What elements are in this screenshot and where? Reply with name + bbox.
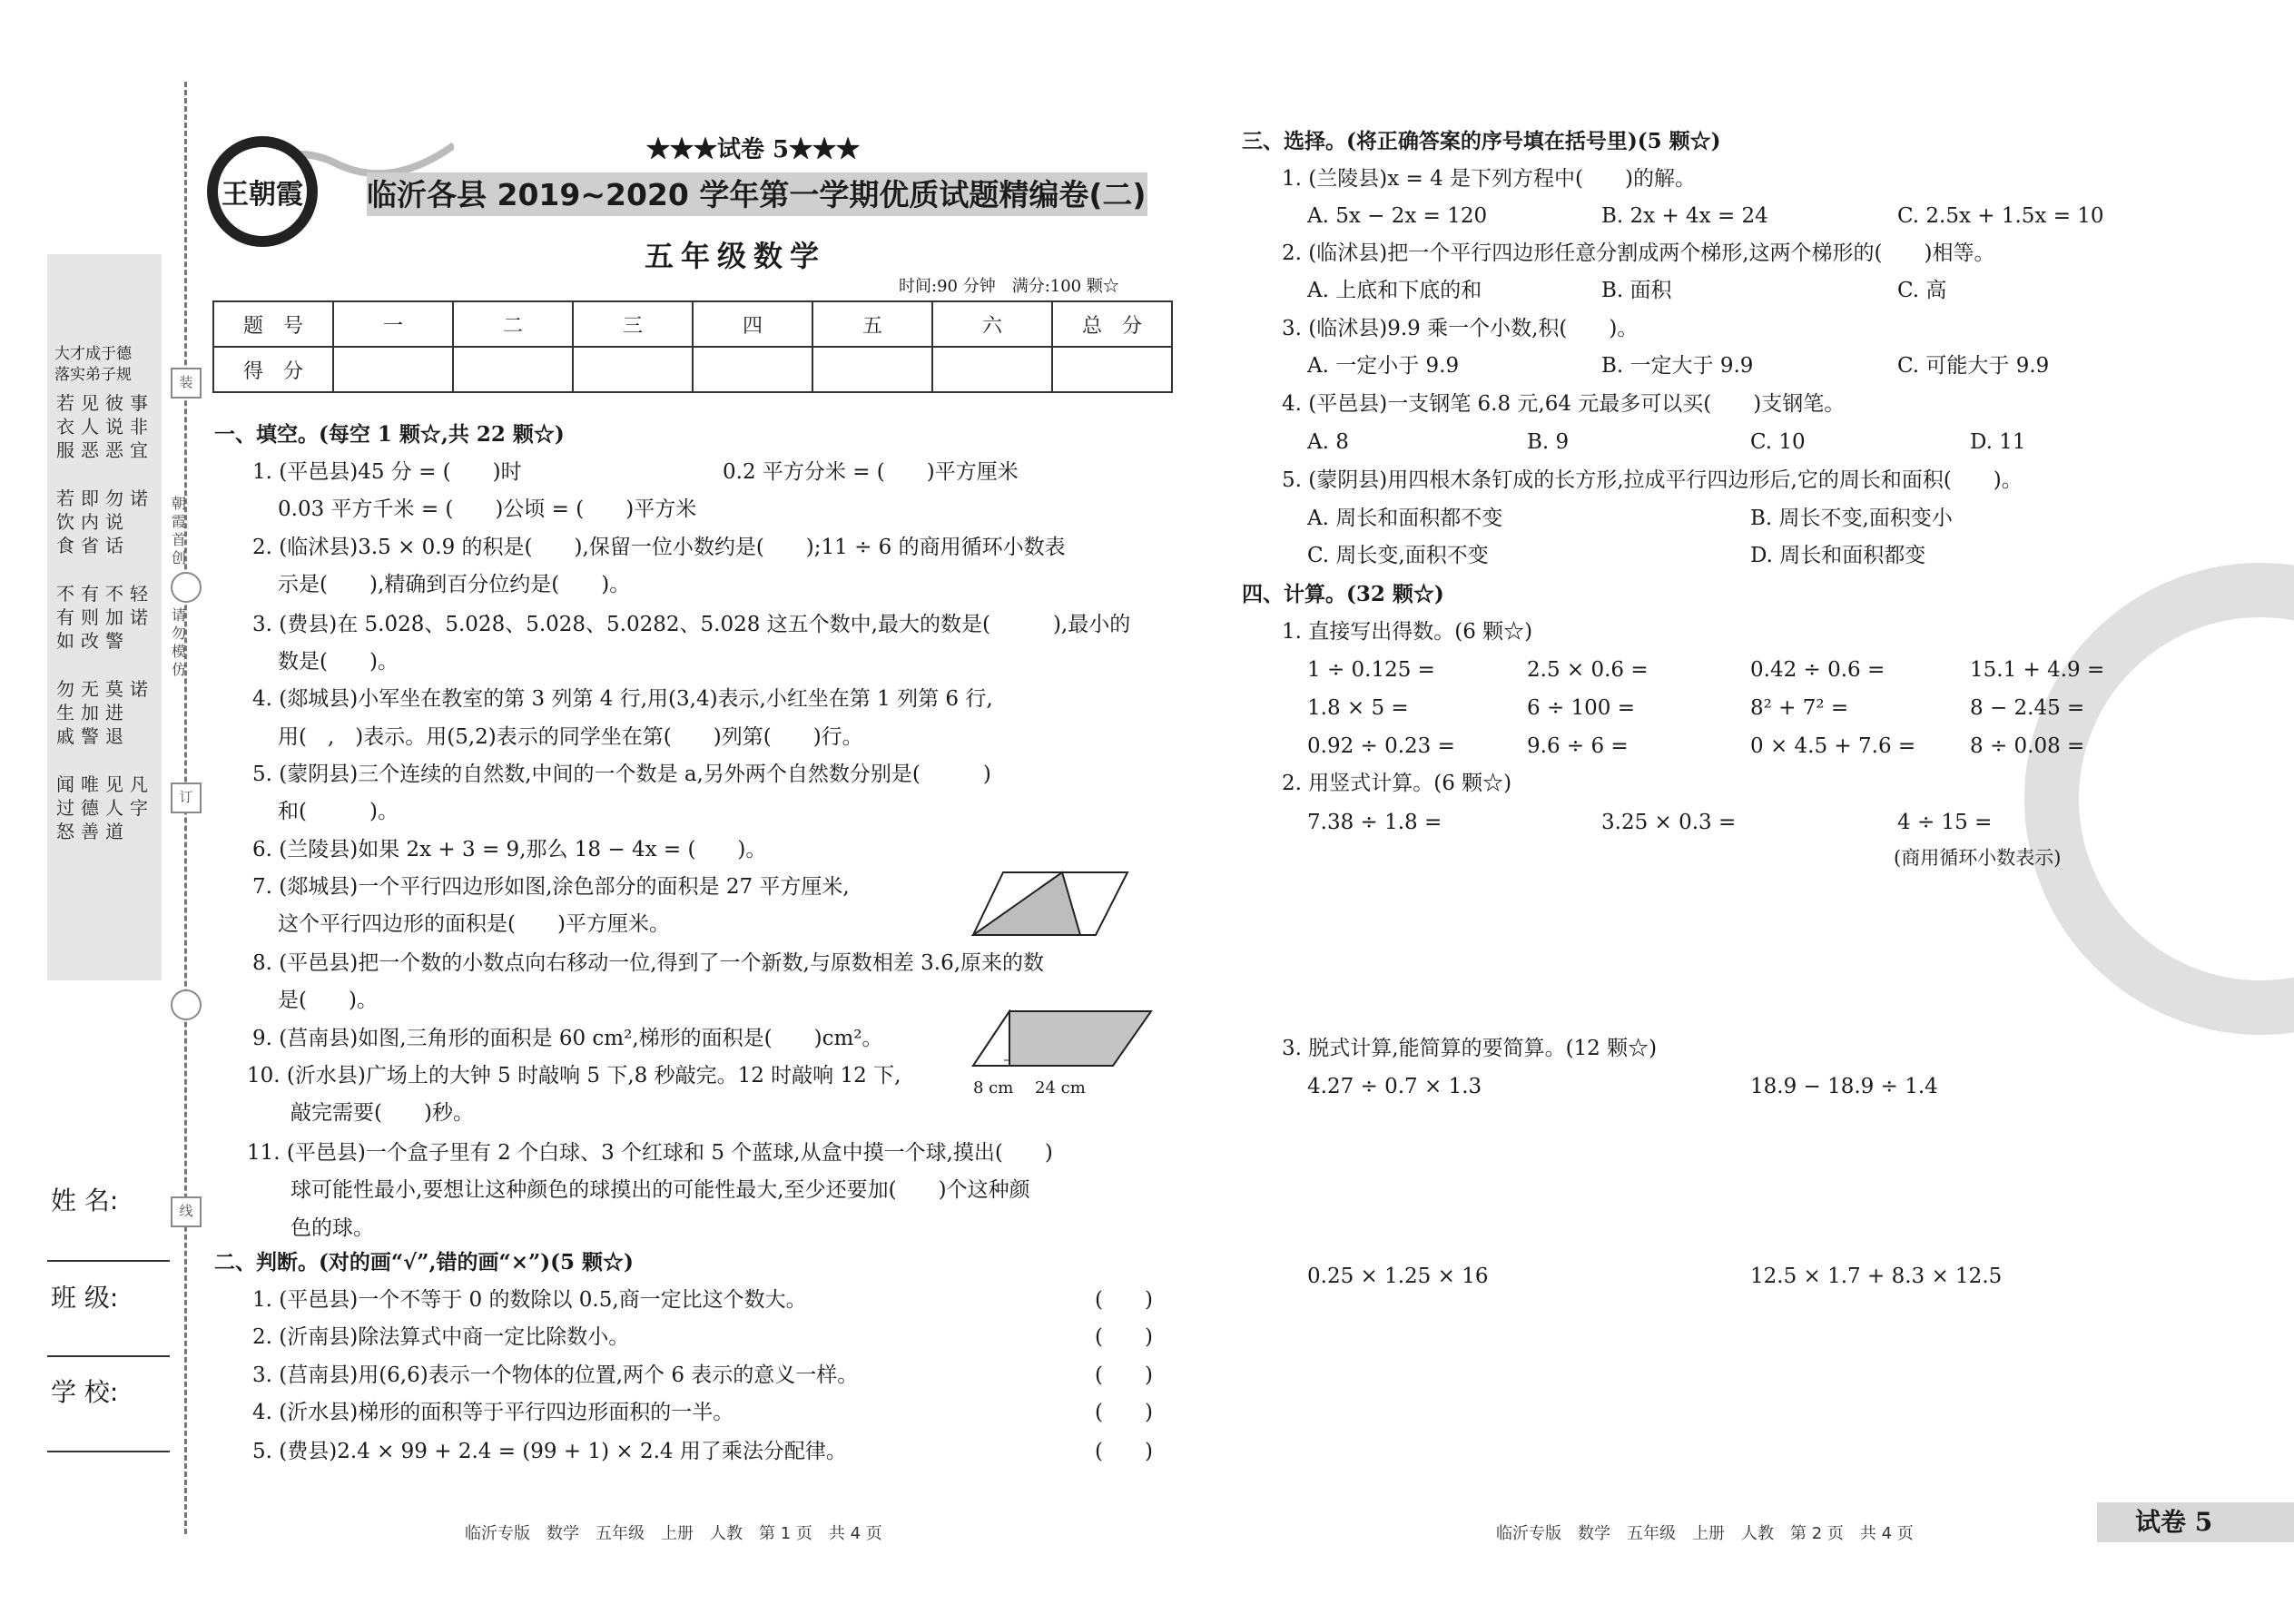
s1-line: 7. (郯城县)一个平行四边形如图,涂色部分的面积是 27 平方厘米,: [252, 875, 850, 899]
sidebar-verse-char: 改: [81, 630, 99, 652]
judge-item: 1. (平邑县)一个不等于 0 的数除以 0.5,商一定比这个数大。: [252, 1288, 807, 1312]
sidebar-verse-char: 凡: [130, 773, 148, 795]
sidebar-verse-char: 食: [56, 535, 74, 556]
choice-option: B. 2x + 4x = 24: [1601, 204, 1768, 228]
fig9-label: 8 cm: [973, 1078, 1014, 1097]
calc-item: 18.9 − 18.9 ÷ 1.4: [1750, 1075, 1938, 1098]
calc-item: 12.5 × 1.7 + 8.3 × 12.5: [1750, 1265, 2003, 1288]
sidebar-verse-char: 勿: [56, 678, 74, 700]
s1-line: 球可能性最小,要想让这种颜色的球摸出的可能性最大,至少还要加( )个这种颜: [290, 1178, 1030, 1202]
s1-line: 10. (沂水县)广场上的大钟 5 时敲响 5 下,8 秒敲完。12 时敲响 12 下,: [247, 1064, 901, 1088]
sidebar-verse-char: 生: [56, 702, 74, 723]
answer-blank[interactable]: ( ): [1095, 1440, 1153, 1463]
choice-option: C. 10: [1750, 430, 1806, 454]
choice-question: 2. (临沭县)把一个平行四边形任意分割成两个梯形,这两个梯形的( )相等。: [1282, 241, 1995, 265]
s1-line: 8. (平邑县)把一个数的小数点向右移动一位,得到了一个新数,与原数相差 3.6,原来的数: [252, 951, 1045, 975]
calc-subheading: 2. 用竖式计算。(6 颗☆): [1282, 772, 1512, 795]
sidebar-verse-char: 恶: [105, 439, 123, 461]
subject-title: 五年级数学: [645, 239, 827, 273]
fig9-label: 24 cm: [1035, 1078, 1086, 1097]
answer-blank[interactable]: ( ): [1095, 1325, 1153, 1349]
name-label: 姓 名:: [51, 1186, 119, 1216]
footer-right: 临沂专版 数学 五年级 上册 人教 第 2 页 共 4 页: [1496, 1524, 1914, 1543]
calc-item: 8 ÷ 0.08 =: [1970, 734, 2085, 758]
sidebar-verse-char: 宜: [130, 439, 148, 461]
cut-mark: [171, 989, 202, 1020]
calc-item: 2.5 × 0.6 =: [1527, 658, 1649, 682]
judge-item: 3. (莒南县)用(6,6)表示一个物体的位置,两个 6 表示的意义一样。: [252, 1363, 859, 1387]
choice-option: D. 11: [1970, 430, 2026, 454]
section4-heading: 四、计算。(32 颗☆): [1242, 582, 1444, 606]
sidebar-verse-char: 德: [81, 797, 99, 819]
score-cell: 一: [333, 301, 453, 347]
calc-item: 1 ÷ 0.125 =: [1307, 658, 1435, 682]
judge-item: 4. (沂水县)梯形的面积等于平行四边形面积的一半。: [252, 1401, 734, 1424]
sidebar-verse-char: 见: [105, 773, 123, 795]
sidebar-verse-char: 唯: [81, 773, 99, 795]
sidebar-verse-char: 如: [56, 630, 74, 652]
sidebar-verse-char: 说: [105, 511, 123, 533]
class-label: 班 级:: [51, 1283, 119, 1313]
choice-option: B. 周长不变,面积变小: [1750, 507, 1953, 530]
sidebar-verse-char: 退: [105, 725, 123, 747]
choice-option: A. 一定小于 9.9: [1307, 354, 1460, 378]
s1-line: 3. (费县)在 5.0̇28̇、5.02̇8̇、5.0̇28、5.0282、5.028 这五个数中,最大的数是( ),最小的: [252, 613, 1131, 636]
score-cell[interactable]: [333, 347, 453, 392]
score-cell[interactable]: [573, 347, 693, 392]
score-cell[interactable]: [932, 347, 1052, 392]
score-cell: 四: [693, 301, 812, 347]
choice-question: 1. (兰陵县)x = 4 是下列方程中( )的解。: [1282, 167, 1696, 191]
sidebar-verse-char: 字: [130, 797, 148, 819]
s1-line: 和( )。: [278, 800, 399, 823]
parallelogram-figure: [971, 870, 1130, 941]
choice-option: C. 周长变,面积不变: [1307, 544, 1489, 567]
sidebar-verse-grid: [54, 392, 156, 973]
score-cell: 二: [453, 301, 573, 347]
publisher-logo: [207, 136, 318, 247]
cut-mark: 线: [171, 1196, 202, 1227]
sidebar-verse-char: 饮: [56, 511, 74, 533]
sidebar-verse-char: 戚: [56, 725, 74, 747]
s1-line: 0.03 平方千米 = ( )公顷 = ( )平方米: [278, 497, 697, 521]
calc-item: 0 × 4.5 + 7.6 =: [1750, 734, 1916, 758]
score-cell[interactable]: [693, 347, 812, 392]
score-cell: 六: [932, 301, 1052, 347]
calc-note: (商用循环小数表示): [1894, 847, 2062, 869]
sidebar-verse-char: 若: [56, 487, 74, 509]
sidebar-verse-char: 话: [105, 535, 123, 556]
s1-line: 示是( ),精确到百分位约是( )。: [278, 573, 631, 596]
choice-option: C. 高: [1897, 279, 1947, 302]
sidebar-verse-char: 闻: [56, 773, 74, 795]
footer-left: 临沂专版 数学 五年级 上册 人教 第 1 页 共 4 页: [465, 1524, 882, 1543]
sidebar-verse-char: 进: [105, 702, 123, 723]
sidebar-verse-char: 即: [81, 487, 99, 509]
sidebar-verse-char: 非: [130, 416, 148, 438]
s1-line: 数是( )。: [278, 650, 399, 674]
score-cell: 三: [573, 301, 693, 347]
choice-option: D. 周长和面积都变: [1750, 544, 1926, 567]
score-cell[interactable]: [453, 347, 573, 392]
logo-text: 王朝霞: [218, 147, 307, 236]
sidebar-verse-char: 彼: [105, 392, 123, 414]
answer-blank[interactable]: ( ): [1095, 1363, 1153, 1387]
sidebar-verse-char: 事: [130, 392, 148, 414]
calc-item: 0.25 × 1.25 × 16: [1307, 1265, 1489, 1288]
s1-line: 9. (莒南县)如图,三角形的面积是 60 cm²,梯形的面积是( )cm²。: [252, 1027, 883, 1050]
sidebar-verse-char: 加: [105, 606, 123, 628]
choice-question: 5. (蒙阴县)用四根木条钉成的长方形,拉成平行四边形后,它的周长和面积( )。: [1282, 468, 2023, 492]
sidebar-verse-char: 见: [81, 392, 99, 414]
calc-item: 1.8 × 5 =: [1307, 696, 1409, 720]
sidebar-verse-char: 说: [105, 416, 123, 438]
s1-line: 5. (蒙阴县)三个连续的自然数,中间的一个数是 a,另外两个自然数分别是( ): [252, 763, 991, 786]
sidebar-verse-char: 诺: [130, 678, 148, 700]
school-field[interactable]: [47, 1451, 170, 1452]
sidebar-verse-char: 内: [81, 511, 99, 533]
calc-subheading: 3. 脱式计算,能简算的要简算。(12 颗☆): [1282, 1037, 1658, 1060]
s1-line: 用( , )表示。用(5,2)表示的同学坐在第( )列第( )行。: [278, 725, 863, 749]
calc-item: 15.1 + 4.9 =: [1970, 658, 2105, 682]
footer-tag: 试卷 5: [2135, 1507, 2213, 1537]
name-field[interactable]: [47, 1260, 170, 1262]
choice-option: B. 9: [1527, 430, 1570, 454]
choice-option: A. 8: [1307, 430, 1349, 454]
score-cell: 得 分: [213, 347, 333, 392]
sidebar-strip: [47, 254, 162, 980]
sidebar-verse-char: 莫: [105, 678, 123, 700]
exam-meta: 时间:90 分钟 满分:100 颗☆: [899, 277, 1119, 296]
choice-option: B. 面积: [1601, 279, 1672, 302]
s1-line: 是( )。: [278, 989, 378, 1012]
sidebar-verse-char: 轻: [130, 583, 148, 605]
trapezoid-figure: [971, 1009, 1153, 1077]
sidebar-verse-char: 省: [81, 535, 99, 556]
choice-option: B. 一定大于 9.9: [1601, 354, 1754, 378]
choice-question: 3. (临沭县)9.9 乘一个小数,积( )。: [1282, 317, 1639, 340]
calc-item: 9.6 ÷ 6 =: [1527, 734, 1629, 758]
answer-blank[interactable]: ( ): [1095, 1288, 1153, 1312]
s1-line: 11. (平邑县)一个盒子里有 2 个白球、3 个红球和 5 个蓝球,从盒中摸一个球,摸出( ): [247, 1141, 1053, 1165]
calc-item: 8² + 7² =: [1750, 696, 1849, 720]
sidebar-verse-char: 人: [81, 416, 99, 438]
sidebar-motto-top: 大才成于德: [54, 345, 132, 363]
sidebar-verse-char: 警: [81, 725, 99, 747]
sidebar-verse-char: 警: [105, 630, 123, 652]
sidebar-verse-char: 善: [81, 821, 99, 842]
judge-item: 5. (费县)2.4 × 99 + 2.4 = (99 + 1) × 2.4 用了乘法分配律。: [252, 1440, 847, 1463]
score-cell: 总 分: [1052, 301, 1172, 347]
s1-line: 敲完需要( )秒。: [290, 1101, 474, 1125]
choice-option: A. 周长和面积都不变: [1307, 507, 1503, 530]
sidebar-verse-char: 衣: [56, 416, 74, 438]
section1-heading: 一、填空。(每空 1 颗☆,共 22 颗☆): [214, 422, 565, 447]
score-cell[interactable]: [1052, 347, 1172, 392]
calc-item: 8 − 2.45 =: [1970, 696, 2085, 720]
s1-line: 色的球。: [290, 1216, 374, 1240]
sidebar-verse-char: 则: [81, 606, 99, 628]
watermark-seal: [2024, 563, 2294, 1035]
series-label: ★★★试卷 5★★★: [646, 136, 861, 163]
s1-line: 4. (郯城县)小军坐在教室的第 3 列第 4 行,用(3,4)表示,小红坐在第 1 列第 6 行,: [252, 687, 993, 711]
s1-line: 1. (平邑县)45 分 = ( )时: [252, 460, 522, 484]
score-cell: 五: [812, 301, 932, 347]
s1-line: 2. (临沭县)3.5 × 0.9 的积是( ),保留一位小数约是( );11 ÷ 6 的商用循环小数表: [252, 536, 1066, 559]
sidebar-verse-char: 有: [81, 583, 99, 605]
calc-item: 0.92 ÷ 0.23 =: [1307, 734, 1455, 758]
sidebar-verse-char: 有: [56, 606, 74, 628]
sidebar-verse-char: 人: [105, 797, 123, 819]
calc-item: 4 ÷ 15 =: [1897, 811, 1993, 834]
sidebar-verse-char: 若: [56, 392, 74, 414]
score-table-header-row: [213, 301, 1172, 347]
s1-line: 6. (兰陵县)如果 2x + 3 = 9,那么 18 − 4x = ( )。: [252, 838, 767, 861]
choice-question: 4. (平邑县)一支钢笔 6.8 元,64 元最多可以买( )支钢笔。: [1282, 392, 1846, 416]
section3-heading: 三、选择。(将正确答案的序号填在括号里)(5 颗☆): [1242, 129, 1721, 153]
score-cell[interactable]: [812, 347, 932, 392]
section2-heading: 二、判断。(对的画“√”,错的画“×”)(5 颗☆): [214, 1250, 634, 1275]
sidebar-verse-char: 无: [81, 678, 99, 700]
sidebar-verse-char: 加: [81, 702, 99, 723]
s1-line: 这个平行四边形的面积是( )平方厘米。: [278, 912, 670, 936]
sidebar-verse-char: 道: [105, 821, 123, 842]
class-field[interactable]: [47, 1355, 170, 1357]
sidebar-verse-char: 诺: [130, 487, 148, 509]
school-label: 学 校:: [51, 1377, 119, 1407]
sidebar-verse-char: 过: [56, 797, 74, 819]
cut-mark: 装: [171, 368, 202, 399]
choice-option: A. 5x − 2x = 120: [1307, 204, 1488, 228]
score-table: [212, 300, 1173, 393]
sidebar-motto-bottom: 落实弟子规: [54, 366, 132, 384]
s1-line: 0.2 平方分米 = ( )平方厘米: [723, 460, 1019, 484]
score-cell: 题 号: [213, 301, 333, 347]
cut-mark: 订: [171, 782, 202, 813]
score-table-score-row: [213, 347, 1172, 392]
exam-title: 临沂各县 2019~2020 学年第一学期优质试题精编卷(二): [367, 177, 1147, 212]
vertical-note-2: 请 勿 模 仿: [171, 606, 186, 678]
choice-option: C. 可能大于 9.9: [1897, 354, 2050, 378]
calc-item: 4.27 ÷ 0.7 × 1.3: [1307, 1075, 1482, 1098]
calc-item: 0.42 ÷ 0.6 =: [1750, 658, 1885, 682]
choice-option: C. 2.5x + 1.5x = 10: [1897, 204, 2104, 228]
judge-item: 2. (沂南县)除法算式中商一定比除数小。: [252, 1325, 630, 1349]
calc-item: 3.25 × 0.3 =: [1601, 811, 1737, 834]
calc-item: 7.38 ÷ 1.8 =: [1307, 811, 1442, 834]
sidebar-verse-char: 恶: [81, 439, 99, 461]
cut-mark: [171, 572, 202, 603]
sidebar-verse-char: 不: [56, 583, 74, 605]
sidebar-verse-char: 服: [56, 439, 74, 461]
vertical-note-1: 朝 霞 首 创: [171, 495, 186, 566]
calc-item: 6 ÷ 100 =: [1527, 696, 1636, 720]
sidebar-verse-char: 勿: [105, 487, 123, 509]
choice-option: A. 上底和下底的和: [1307, 279, 1482, 302]
calc-subheading: 1. 直接写出得数。(6 颗☆): [1282, 620, 1533, 644]
answer-blank[interactable]: ( ): [1095, 1401, 1153, 1424]
sidebar-verse-char: 不: [105, 583, 123, 605]
sidebar-verse-char: 诺: [130, 606, 148, 628]
sidebar-verse-char: 怒: [56, 821, 74, 842]
